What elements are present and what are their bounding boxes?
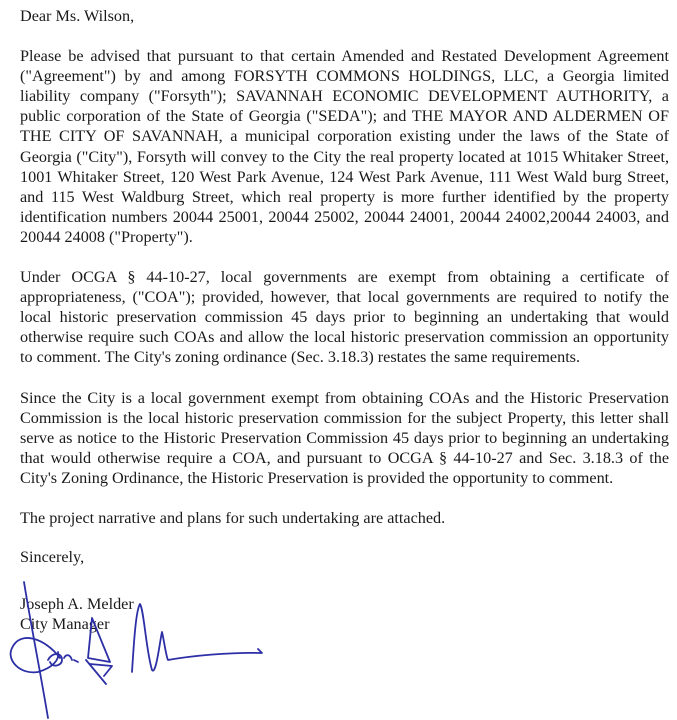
letter-body — [20, 6, 669, 634]
paragraph-ocga-exemption: Under OCGA § 44-10-27, local governments are exempt from obtaining a certificate of appropriateness, ("COA"); provided, however, that local governments are required to notify the local historic preservation commission 45 days prior to beginning an undertaking that would otherwise require such COAs and allow the local historic preservation commission an opportunity to comment. The City's zoning ordinance (Sec. 3.18.3) restates the same requirements. — [20, 268, 669, 367]
paragraph-notice: Since the City is a local government exempt from obtaining COAs and the Historic Preservation Commission is the local historic preservation commission for the subject Property, this letter shall serve as notice to the Historic Preservation Commission 45 days prior to beginning an undertaking that would otherwise require a COA, and pursuant to OCGA § 44-10-27 and Sec. 3.18.3 of the City's Zoning Ordinance, the Historic Preservation is provided the opportunity to comment. — [20, 388, 669, 487]
salutation: Dear Ms. Wilson, — [20, 7, 135, 25]
sign-off: Sincerely, — [20, 548, 85, 567]
signer-name: Joseph A. Melder — [20, 595, 134, 614]
signer-title: City Manager — [20, 615, 110, 634]
signature-stroke-loop — [11, 638, 60, 672]
closing-line: The project narrative and plans for such undertaking are attached. — [20, 508, 446, 527]
paragraph-agreement: Please be advised that pursuant to that certain Amended and Restated Development Agreement ("Agreement") by and among FORSYTH COMMONS HOLDINGS, LLC, a Georgia limited liability company ("Forsyth"); SAVANNAH ECONOMIC DEVELOPMENT AUTHORITY, a public corporation of the State of Georgia ("SEDA"); and THE MAYOR AND ALDERMEN OF THE CITY OF SAVANNAH, a municipal corporation existing under the laws of the State of Georgia ("City"), Forsyth will convey to the City the real property located at 1015 Whitaker Street, 1001 Whitaker Street, 120 West Park Avenue, 124 West Park Avenue, 111 West Wald burg Street, and 115 West Waldburg Street, which real property is more further identified by the property identification numbers 20044 25001, 20044 25002, 20044 24001, 20044 24002,20044 24003, and 20044 24008 ("Property"). — [20, 47, 669, 246]
signature-stroke-initials — [48, 654, 78, 666]
